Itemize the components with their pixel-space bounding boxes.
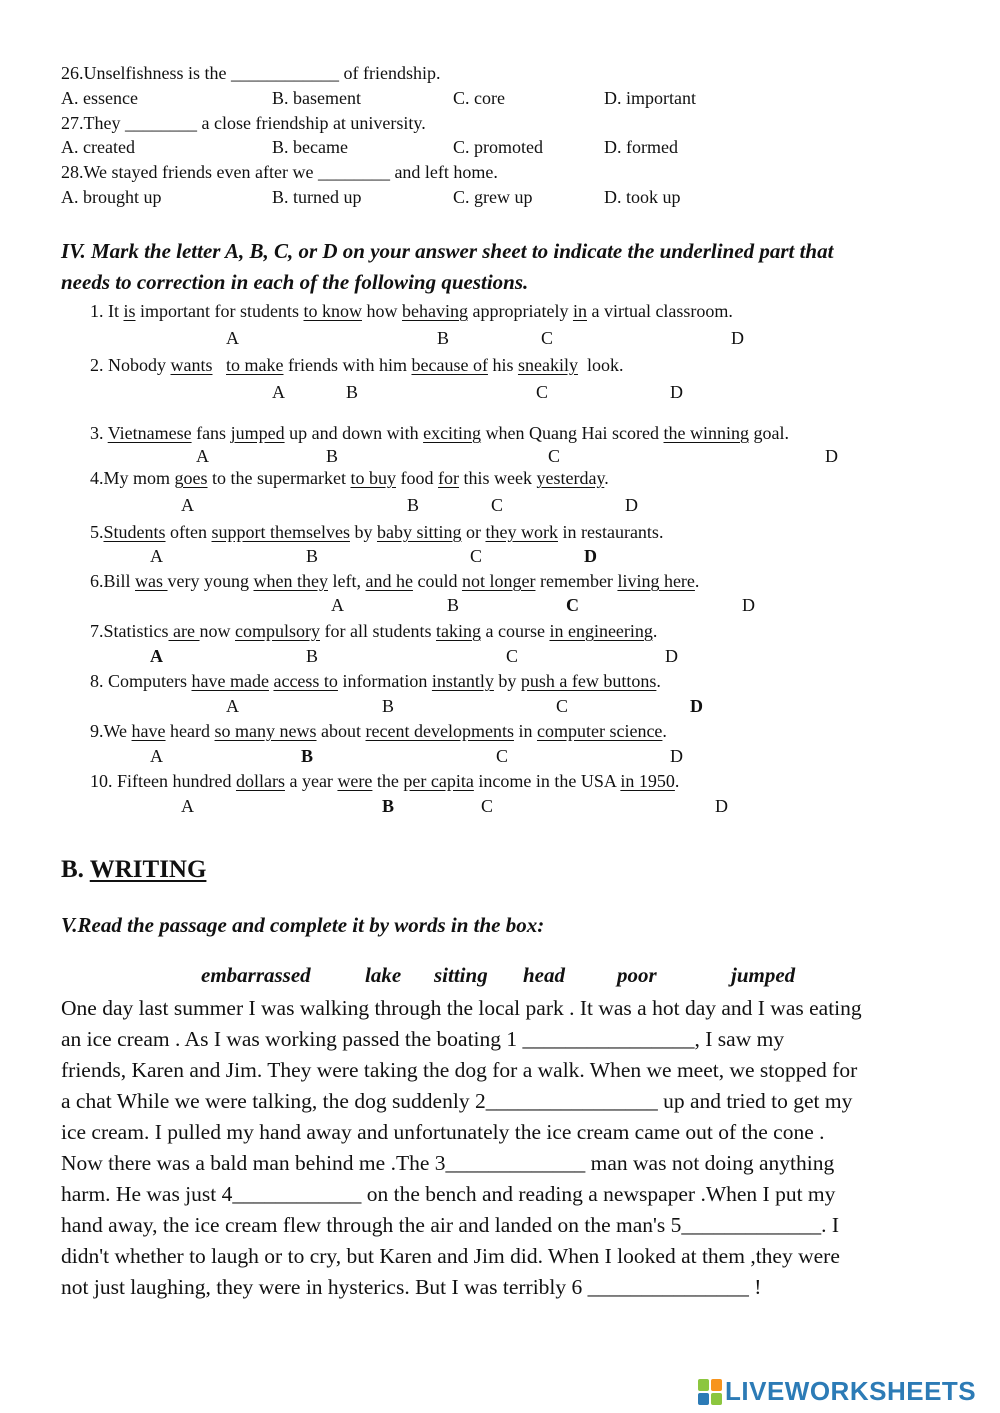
q6-underline-was[interactable]: was [135,571,168,591]
question-28-stem: 28.We stayed friends even after we ________ and left home. [61,162,498,182]
q2-part-d[interactable]: sneakily [517,355,578,375]
word-box-poor: poor [617,963,657,987]
error-question-4: 4.My mom goes to the supermarket to buy food for this week yesterday. [90,468,609,488]
q1-letter-d: D [731,328,744,348]
error-question-7: 7.Statistics are now compulsory for all students taking a course in engineering. [90,621,658,641]
q3-letter-b: B [326,446,339,466]
writing-instruction: V.Read the passage and complete it by words in the box: [61,913,545,937]
q5-part-c[interactable]: baby sitting [376,522,462,542]
question-27-stem: 27.They ________ a close friendship at university. [61,113,426,133]
q10-part-b[interactable]: were [337,771,373,791]
q26-option-b[interactable]: B. basement [272,88,361,108]
error-question-10: 10. Fifteen hundred dollars a year were the per capita income in the USA in 1950. [90,771,680,791]
q8-part-c[interactable]: instantly [431,671,494,691]
passage-line-6[interactable]: Now there was a bald man behind me .The 3_____________ man was not doing anything [61,1151,835,1175]
q3-part-c[interactable]: exciting [423,423,482,443]
q7-part-a[interactable]: are [168,621,200,641]
passage-line-8[interactable]: hand away, the ice cream flew through the air and landed on the man's 5_____________. I [61,1213,840,1237]
section-4-title-line2: needs to correction in each of the following questions. [61,270,529,294]
q27-option-d[interactable]: D. formed [604,137,678,157]
q1-letter-a: A [226,328,239,348]
q7-letter-d: D [665,646,678,666]
q2-part-a[interactable]: wants [170,355,213,375]
q6-letter-b: B [447,595,460,615]
writing-heading: B. WRITING [61,856,207,883]
q1-letter-b: B [437,328,450,348]
q4-letter-c: C [491,495,504,515]
q28-option-a[interactable]: A. brought up [61,187,162,207]
error-question-1: 1. It is important for students to know how behaving appropriately in a virtual classroom. [90,301,733,321]
q4-letter-b: B [407,495,420,515]
q5-letter-b: B [306,546,319,566]
q8-part-b[interactable]: access to [273,671,338,691]
q7-part-c[interactable]: taking [435,621,481,641]
question-26-stem: 26.Unselfishness is the ____________ of friendship. [61,63,441,83]
q4-part-c[interactable]: for [438,468,459,488]
q5-letter-c: C [470,546,483,566]
q3-part-a[interactable]: Vietnamese [107,423,192,443]
q2-letter-b: B [346,382,359,402]
q9-letter-a: A [150,746,163,766]
q7-letter-a-answer: A [150,646,163,666]
passage-line-9: didn't whether to laugh or to cry, but Karen and Jim did. When I looked at them ,they were [61,1244,840,1268]
liveworksheets-logo-text: LIVEWORKSHEETS [725,1376,977,1406]
q5-part-a[interactable]: Students [103,522,166,542]
q27-option-b[interactable]: B. became [272,137,348,157]
passage-line-5: ice cream. I pulled my hand away and unfortunately the ice cream came out of the cone . [61,1120,825,1144]
q1-part-a[interactable]: is [123,301,136,321]
q5-letter-a: A [150,546,163,566]
q2-letter-d: D [670,382,683,402]
q4-part-d[interactable]: yesterday [536,468,605,488]
q1-letter-c: C [541,328,554,348]
q9-part-d[interactable]: computer science [536,721,663,741]
q8-letter-c: C [556,696,569,716]
q8-part-a[interactable]: have made [191,671,269,691]
q6-part-b[interactable]: and he [365,571,413,591]
q9-letter-d: D [670,746,683,766]
section-4-title-line1: IV. Mark the letter A, B, C, or D on your answer sheet to indicate the underlined part that [61,239,834,263]
q4-letter-a: A [181,495,194,515]
q1-part-d[interactable]: in [572,301,587,321]
error-question-5: 5.Students often support themselves by baby sitting or they work in restaurants. [90,522,664,542]
error-question-3: 3. Vietnamese fans jumped up and down with exciting when Quang Hai scored the winning goal. [90,423,790,443]
q2-part-c[interactable]: because of [411,355,488,375]
q5-part-d[interactable]: they work [485,522,558,542]
q10-part-d[interactable]: in 1950 [620,771,675,791]
passage-line-10[interactable]: not just laughing, they were in hysterics. But I was terribly 6 _______________ ! [61,1275,762,1299]
q3-letter-a: A [196,446,209,466]
q26-option-c[interactable]: C. core [453,88,505,108]
q6-part-d[interactable]: living here [617,571,695,591]
q28-option-b[interactable]: B. turned up [272,187,362,207]
q8-letter-a: A [226,696,239,716]
passage-line-3: friends, Karen and Jim. They were taking the dog for a walk. When we meet, we stopped for [61,1058,858,1082]
word-box-lake: lake [365,963,402,987]
q10-part-c[interactable]: per capita [403,771,474,791]
passage-line-1: One day last summer I was walking through the local park . It was a hot day and I was eating [61,996,862,1020]
passage-line-7[interactable]: harm. He was just 4____________ on the bench and reading a newspaper .When I put my [61,1182,836,1206]
q10-letter-d: D [715,796,728,816]
error-question-6: 6.Bill was very young when they left, and he could not longer remember living here. [90,571,700,591]
q6-part-a[interactable]: when they [253,571,328,591]
q1-part-c[interactable]: behaving [402,301,468,321]
q8-letter-b: B [382,696,395,716]
q6-letter-d: D [742,595,755,615]
q3-part-b[interactable]: jumped [230,423,285,443]
error-question-8: 8. Computers have made access to information instantly by push a few buttons. [90,671,661,691]
q7-letter-b: B [306,646,319,666]
q10-letter-c: C [481,796,494,816]
q27-option-c[interactable]: C. promoted [453,137,543,157]
word-box-sitting: sitting [434,963,488,987]
q4-part-a[interactable]: goes [174,468,208,488]
q2-part-b[interactable]: to make [226,355,284,375]
q4-letter-d: D [625,495,638,515]
q2-letter-a: A [272,382,285,402]
q9-part-c[interactable]: recent developments [365,721,514,741]
q3-part-d[interactable]: the winning [663,423,750,443]
liveworksheets-logo-icon [698,1379,722,1405]
q5-letter-d-answer: D [584,546,597,566]
q10-letter-a: A [181,796,194,816]
q9-part-b[interactable]: so many news [214,721,317,741]
error-question-9: 9.We have heard so many news about recent developments in computer science. [90,721,667,741]
q10-part-a[interactable]: dollars [235,771,285,791]
q27-option-a[interactable]: A. created [61,137,135,157]
q2-letter-c: C [536,382,549,402]
q1-part-b[interactable]: to know [303,301,362,321]
passage-line-2[interactable]: an ice cream . As I was working passed the boating 1 ________________, I saw my [61,1027,785,1051]
q9-part-a[interactable]: have [131,721,166,741]
error-question-2: 2. Nobody wants to make friends with him because of his sneakily look. [90,355,624,375]
word-box-jumped: jumped [731,963,796,987]
q26-option-a[interactable]: A. essence [61,88,138,108]
q7-part-d[interactable]: in engineering [549,621,653,641]
q28-option-c[interactable]: C. grew up [453,187,533,207]
q6-letter-c-answer: C [566,595,579,615]
passage-line-4[interactable]: a chat While we were talking, the dog suddenly 2________________ up and tried to get my [61,1089,853,1113]
q8-letter-d-answer: D [690,696,703,716]
q8-part-d[interactable]: push a few buttons [520,671,657,691]
q3-letter-d: D [825,446,838,466]
q4-part-b[interactable]: to buy [350,468,396,488]
q7-part-b[interactable]: compulsory [235,621,320,641]
q9-letter-c: C [496,746,509,766]
q28-option-d[interactable]: D. took up [604,187,681,207]
word-box-head: head [523,963,565,987]
q26-option-d[interactable]: D. important [604,88,696,108]
word-box-embarrassed: embarrassed [201,963,311,987]
q9-letter-b-answer: B [301,746,314,766]
q7-letter-c: C [506,646,519,666]
q10-letter-b-answer: B [382,796,395,816]
q6-part-c[interactable]: not longer [461,571,536,591]
q5-part-b[interactable]: support themselves [211,522,350,542]
q6-letter-a: A [331,595,344,615]
q3-letter-c: C [548,446,561,466]
